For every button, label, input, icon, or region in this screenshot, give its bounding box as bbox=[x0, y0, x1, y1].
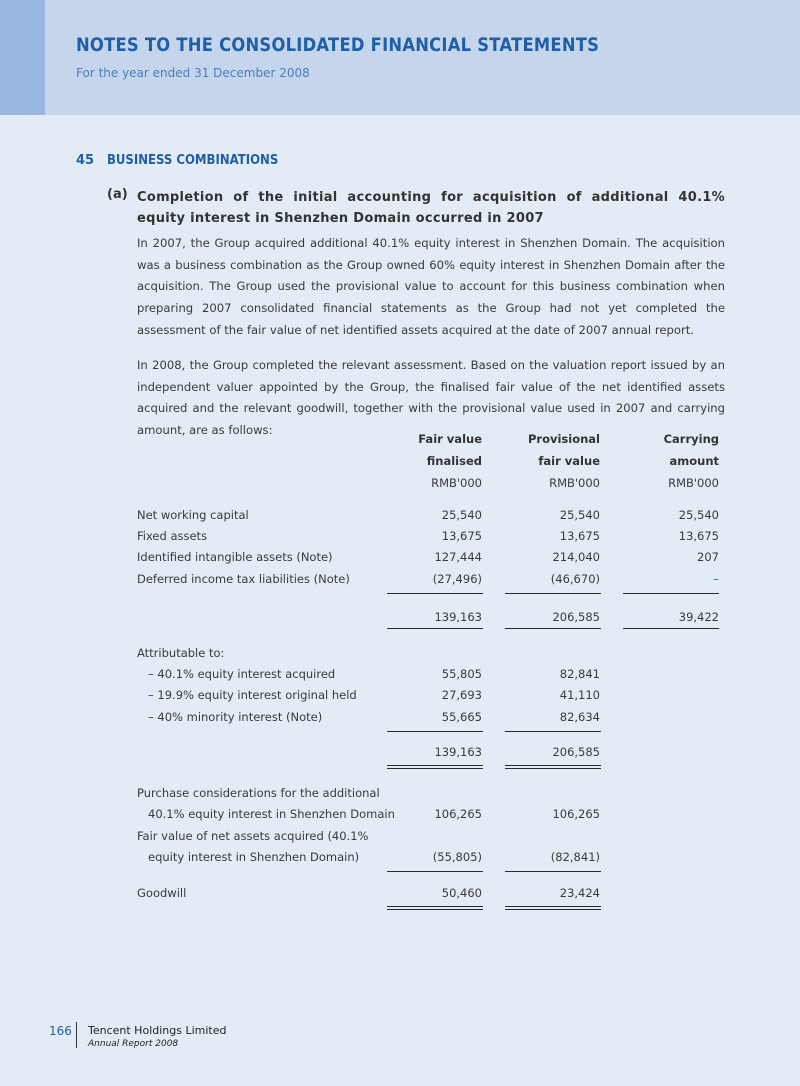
rule bbox=[623, 628, 719, 629]
cell-total: 206,585 bbox=[552, 610, 600, 624]
cell: 106,265 bbox=[552, 807, 600, 821]
cell: (27,496) bbox=[432, 572, 482, 586]
cell: 106,265 bbox=[434, 807, 482, 821]
col-header-provisional: Provisional bbox=[527, 432, 600, 446]
cell: 55,665 bbox=[441, 710, 482, 724]
row-label: – 40% minority interest (Note) bbox=[148, 710, 323, 724]
row-label: Fixed assets bbox=[137, 529, 208, 543]
col-unit-2: RMB'000 bbox=[549, 476, 600, 490]
row-label: Goodwill bbox=[137, 886, 187, 900]
col-header-carrying-2: amount bbox=[669, 454, 719, 468]
cell: 82,634 bbox=[559, 710, 600, 724]
cell: 13,675 bbox=[559, 529, 600, 543]
cell: (55,805) bbox=[432, 850, 482, 864]
cell: 207 bbox=[697, 550, 719, 564]
rule bbox=[387, 871, 483, 872]
rule bbox=[387, 628, 483, 629]
page-header bbox=[0, 0, 800, 115]
double-rule bbox=[505, 906, 601, 910]
cell: 13,675 bbox=[678, 529, 719, 543]
rule bbox=[505, 593, 601, 594]
section-title: BUSINESS COMBINATIONS bbox=[107, 153, 279, 168]
paragraph-2: In 2008, the Group completed the relevant assessment. Based on the valuation report issued by an independent valuer appointed by the Group, the finalised fair value of the net identified assets acquired and the relevant goodwill, together with the provisional value used in 2007 and carrying amount, are as follows: bbox=[137, 358, 725, 438]
subsection-letter: (a) bbox=[107, 187, 128, 202]
row-label: Identified intangible assets (Note) bbox=[137, 550, 333, 564]
row-label: Purchase considerations for the additional bbox=[137, 786, 380, 800]
rule bbox=[387, 731, 483, 732]
row-label: 40.1% equity interest in Shenzhen Domain bbox=[148, 807, 395, 821]
col-header-carrying: Carrying bbox=[663, 432, 719, 446]
paragraph-1: In 2007, the Group acquired additional 40.1% equity interest in Shenzhen Domain. The acquisition was a business combination as the Group owned 60% equity interest in Shenzhen Domain after the acquisition. The Group used the provisional value to account for this business combination when preparing 2007 consolidated financial statements as the Group had not yet completed the assessment of the fair value of net identified assets acquired at the date of 2007 annual report. bbox=[137, 236, 725, 337]
row-label: equity interest in Shenzhen Domain) bbox=[148, 850, 360, 864]
page-subtitle: For the year ended 31 December 2008 bbox=[76, 66, 310, 80]
cell: 82,841 bbox=[559, 667, 600, 681]
cell: 27,693 bbox=[441, 688, 482, 702]
row-label: Deferred income tax liabilities (Note) bbox=[137, 572, 350, 586]
row-label: – 19.9% equity interest original held bbox=[148, 688, 357, 702]
col-header-fair-value-2: finalised bbox=[426, 454, 482, 468]
subsection-heading: Completion of the initial accounting for acquisition of additional 40.1% equity interest in Shenzhen Domain occurred in 2007 bbox=[137, 190, 725, 226]
cell-total: 39,422 bbox=[678, 610, 719, 624]
double-rule bbox=[387, 906, 483, 910]
cell-total: 139,163 bbox=[434, 745, 482, 759]
cell: (82,841) bbox=[550, 850, 600, 864]
cell: 55,805 bbox=[441, 667, 482, 681]
row-label: Net working capital bbox=[137, 508, 249, 522]
col-unit-1: RMB'000 bbox=[431, 476, 482, 490]
col-header-fair-value: Fair value bbox=[418, 432, 482, 446]
cell: 127,444 bbox=[434, 550, 482, 564]
rule bbox=[505, 628, 601, 629]
header-accent-bar bbox=[0, 0, 45, 115]
cell-total: 139,163 bbox=[434, 610, 482, 624]
section-number: 45 bbox=[76, 153, 95, 168]
page-number: 166 bbox=[49, 1024, 72, 1038]
cell: 50,460 bbox=[441, 886, 482, 900]
rule bbox=[505, 731, 601, 732]
double-rule bbox=[387, 765, 483, 769]
cell: 25,540 bbox=[441, 508, 482, 522]
cell: 214,040 bbox=[552, 550, 600, 564]
rule bbox=[387, 593, 483, 594]
cell: 13,675 bbox=[441, 529, 482, 543]
attributable-label: Attributable to: bbox=[137, 646, 225, 660]
footer-divider bbox=[76, 1022, 77, 1048]
col-header-provisional-2: fair value bbox=[538, 454, 600, 468]
cell: (46,670) bbox=[550, 572, 600, 586]
row-label: Fair value of net assets acquired (40.1% bbox=[137, 829, 369, 843]
col-unit-3: RMB'000 bbox=[668, 476, 719, 490]
footer-report: Annual Report 2008 bbox=[88, 1039, 179, 1049]
rule bbox=[623, 593, 719, 594]
cell: 25,540 bbox=[559, 508, 600, 522]
page-title: NOTES TO THE CONSOLIDATED FINANCIAL STATEMENTS bbox=[76, 34, 600, 56]
cell: – bbox=[713, 572, 719, 586]
cell: 41,110 bbox=[559, 688, 600, 702]
rule bbox=[505, 871, 601, 872]
double-rule bbox=[505, 765, 601, 769]
cell: 25,540 bbox=[678, 508, 719, 522]
footer-company: Tencent Holdings Limited bbox=[88, 1024, 227, 1037]
cell-total: 206,585 bbox=[552, 745, 600, 759]
cell: 23,424 bbox=[559, 886, 600, 900]
row-label: – 40.1% equity interest acquired bbox=[148, 667, 336, 681]
